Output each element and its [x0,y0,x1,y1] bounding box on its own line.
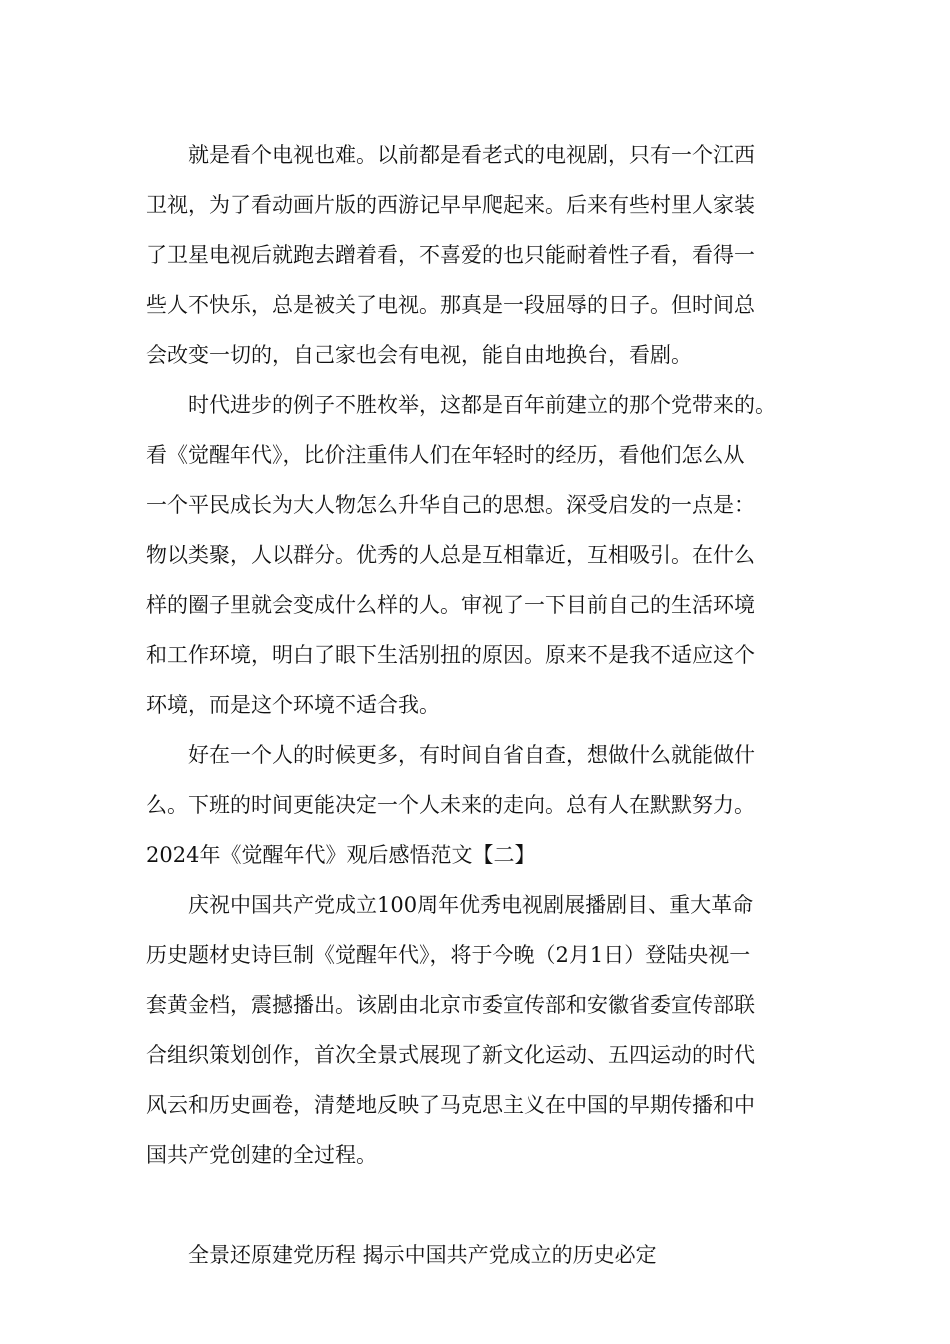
paragraph-line: 卫视，为了看动画片版的西游记早早爬起来。后来有些村里人家装 [146,193,755,217]
paragraph-line: 样的圈子里就会变成什么样的人。审视了一下目前自己的生活环境 [146,593,755,617]
paragraph-line: 庆祝中国共产党成立100周年优秀电视剧展播剧目、重大革命 [188,893,754,917]
paragraph-line: 么。下班的时间更能决定一个人未来的走向。总有人在默默努力。 [146,793,755,817]
paragraph-line: 就是看个电视也难。以前都是看老式的电视剧，只有一个江西 [188,143,755,167]
subheading-line: 全景还原建党历程 揭示中国共产党成立的历史必定 [188,1243,657,1267]
paragraph-line: 时代进步的例子不胜枚举，这都是百年前建立的那个党带来的。 [188,393,776,417]
paragraph-line: 环境，而是这个环境不适合我。 [146,693,440,717]
paragraph-line: 风云和历史画卷，清楚地反映了马克思主义在中国的早期传播和中 [146,1093,755,1117]
paragraph-line: 套黄金档，震撼播出。该剧由北京市委宣传部和安徽省委宣传部联 [146,993,755,1017]
paragraph-line: 历史题材史诗巨制《觉醒年代》，将于今晚（2月1日）登陆央视一 [146,943,751,967]
document-body [146,130,816,1280]
section-heading: 2024年《觉醒年代》观后感悟范文【二】 [146,843,536,867]
paragraph-line: 会改变一切的，自己家也会有电视，能自由地换台，看剧。 [146,343,692,367]
paragraph-line: 了卫星电视后就跑去蹭着看，不喜爱的也只能耐着性子看，看得一 [146,243,755,267]
paragraph-line: 些人不快乐，总是被关了电视。那真是一段屈辱的日子。但时间总 [146,293,755,317]
paragraph-spacer [146,1180,816,1230]
paragraph-line: 合组织策划创作，首次全景式展现了新文化运动、五四运动的时代 [146,1043,755,1067]
paragraph-line: 国共产党创建的全过程。 [146,1143,377,1167]
paragraph-line: 和工作环境，明白了眼下生活别扭的原因。原来不是我不适应这个 [146,643,755,667]
paragraph-line: 好在一个人的时候更多，有时间自省自查，想做什么就能做什 [188,743,755,767]
paragraph-line: 看《觉醒年代》，比价注重伟人们在年轻时的经历，看他们怎么从 [146,443,745,467]
paragraph-line: 一个平民成长为大人物怎么升华自己的思想。深受启发的一点是： [146,493,755,517]
paragraph-line: 物以类聚，人以群分。优秀的人总是互相靠近，互相吸引。在什么 [146,543,755,567]
